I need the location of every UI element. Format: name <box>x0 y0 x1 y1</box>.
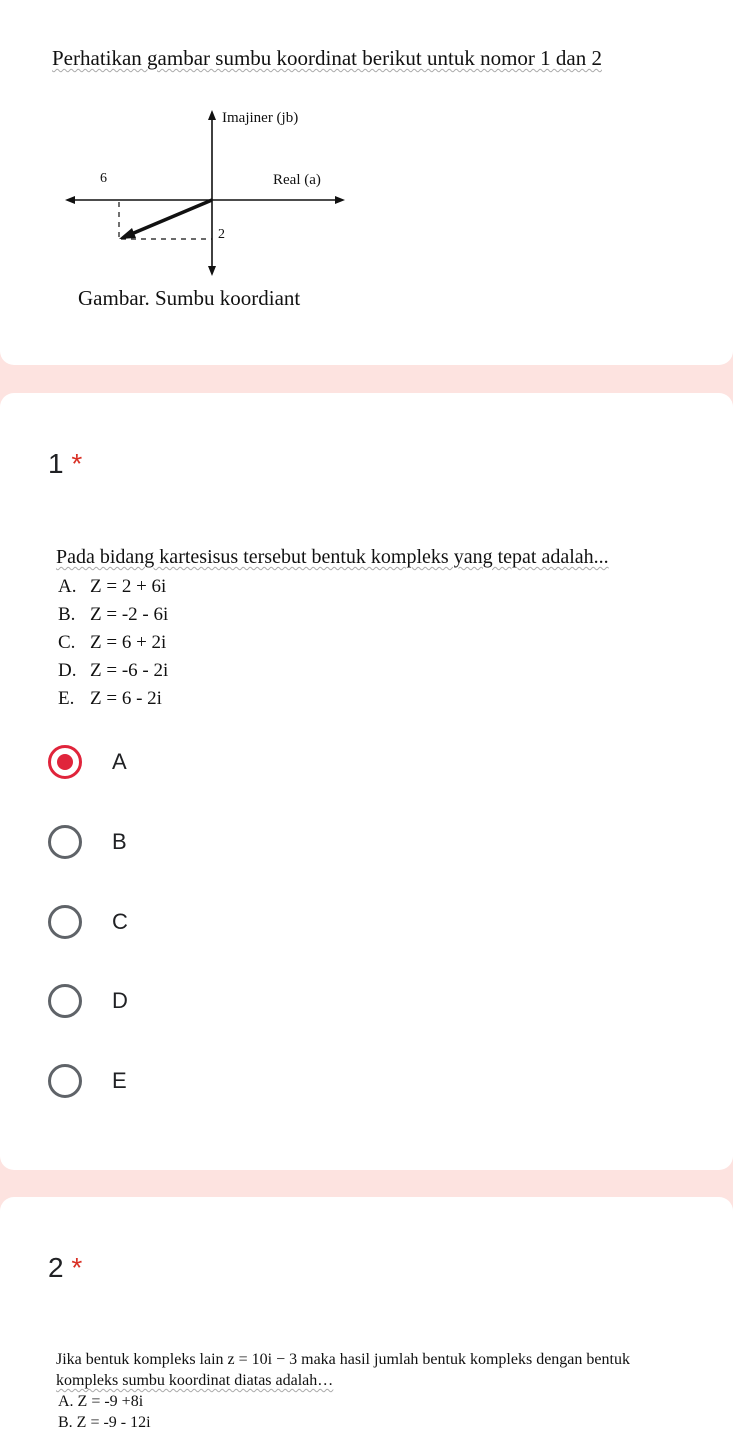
intro-title <box>52 46 602 71</box>
option-d[interactable] <box>48 981 128 1021</box>
radio-b-icon[interactable] <box>48 825 82 859</box>
x-value-label: 6 <box>100 171 107 186</box>
imaginary-axis-label: Imajiner (jb) <box>222 110 299 126</box>
option-d-label: D <box>112 988 128 1013</box>
question-1-number-text: 1 <box>48 448 64 479</box>
radio-d-icon[interactable] <box>48 984 82 1018</box>
required-asterisk: * <box>71 1252 83 1283</box>
question-2-text-line1: Jika bentuk kompleks lain z = 10i − 3 maka hasil jumlah bentuk kompleks dengan bentuk <box>56 1351 630 1368</box>
question-2-text <box>56 1349 716 1433</box>
option-c-label: C <box>112 909 128 934</box>
choice-line-a: A. Z = 2 + 6i <box>58 576 167 597</box>
question-2-choice-a: A. Z = -9 +8i <box>58 1393 144 1410</box>
figure-caption <box>78 286 300 311</box>
question-2-number <box>48 1252 82 1284</box>
real-axis-arrow-right <box>335 196 345 204</box>
real-axis-label: Real (a) <box>273 172 321 188</box>
option-a[interactable] <box>48 742 127 782</box>
question-2-text-line2: kompleks sumbu koordinat diatas adalah… <box>56 1372 334 1389</box>
option-b-label: B <box>112 829 127 854</box>
coordinate-figure <box>55 100 355 280</box>
question-1-number <box>48 448 82 480</box>
complex-vector <box>129 200 212 235</box>
required-asterisk: * <box>71 448 83 479</box>
radio-a-selected-icon[interactable] <box>48 745 82 779</box>
option-e[interactable] <box>48 1061 127 1101</box>
choice-line-e: E. Z = 6 - 2i <box>58 688 162 709</box>
radio-c-icon[interactable] <box>48 905 82 939</box>
question-1-choice-list <box>58 573 168 713</box>
complex-vector-arrowhead <box>119 228 136 239</box>
real-axis-arrow-left <box>65 196 75 204</box>
figure-caption-text: Gambar. Sumbu koordiant <box>78 286 301 310</box>
option-a-label: A <box>112 749 127 774</box>
option-e-label: E <box>112 1068 127 1093</box>
question-2-choice-b: B. Z = -9 - 12i <box>58 1414 151 1431</box>
question-1-text <box>56 546 609 569</box>
question-1-text-content: Pada bidang kartesisus tersebut bentuk kompleks yang tepat adalah... <box>56 546 609 568</box>
choice-line-c: C. Z = 6 + 2i <box>58 632 167 653</box>
choice-line-b: B. Z = -2 - 6i <box>58 604 169 625</box>
option-b[interactable] <box>48 822 127 862</box>
question-2-number-text: 2 <box>48 1252 64 1283</box>
intro-card <box>0 0 733 365</box>
y-value-label: 2 <box>218 227 225 242</box>
radio-e-icon[interactable] <box>48 1064 82 1098</box>
option-c[interactable] <box>48 902 128 942</box>
imaginary-axis-arrow-up <box>208 110 216 120</box>
choice-line-d: D. Z = -6 - 2i <box>58 660 169 681</box>
imaginary-axis-arrow-down <box>208 266 216 276</box>
intro-title-text: Perhatikan gambar sumbu koordinat berikut untuk nomor 1 dan 2 <box>52 46 602 70</box>
